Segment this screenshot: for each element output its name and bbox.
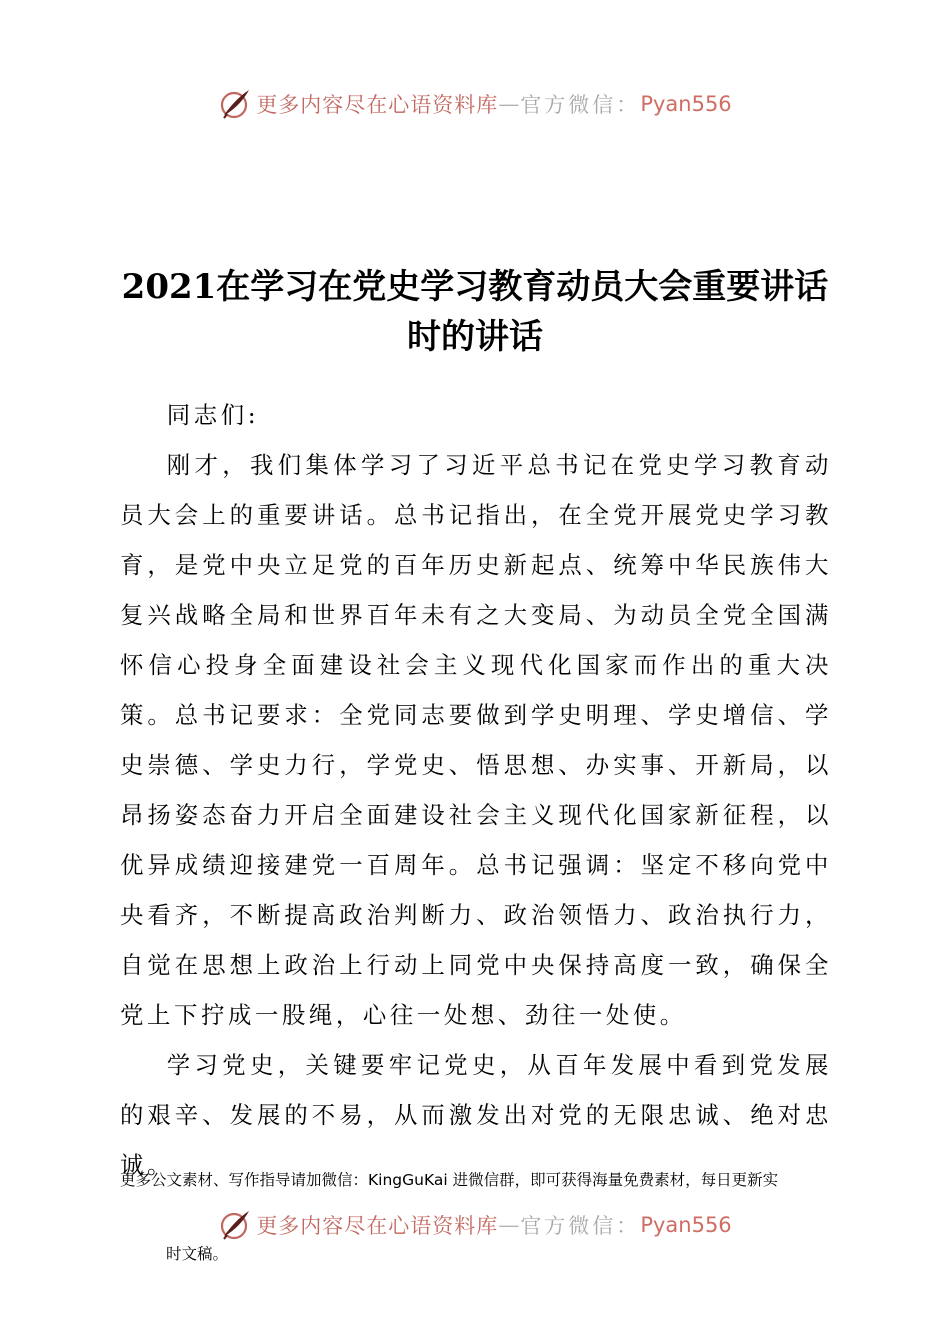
paragraph-1: 刚才，我们集体学习了习近平总书记在党史学习教育动员大会上的重要讲话。总书记指出，在全党开展党史学习教育，是党中央立足党的百年历史新起点、统筹中华民族伟大复兴战略全局和世界百年未有之大变局、为动员全党全国满怀信心投身全面建设社会主义现代化国家而作出的重大决策。总书记要求：全党同志要做到学史明理、学史增信、学史崇德、学史力行，学党史、悟思想、办实事、开新局，以昂扬姿态奋力开启全面建设社会主义现代化国家新征程，以优异成绩迎接建党一百周年。总书记强调：坚定不移向党中央看齐，不断提高政治判断力、政治领悟力、政治执行力，自觉在思想上政治上行动上同党中央保持高度一致，确保全党上下拧成一股绳，心往一处想、劲往一处使。 xyxy=(120,451,832,1029)
banner-dash: — xyxy=(498,1213,521,1237)
banner-official-label: 官方微信： xyxy=(520,1214,641,1238)
feather-pen-logo-icon xyxy=(218,1208,252,1242)
banner-dash: — xyxy=(498,92,521,116)
title-line-1: 2021在学习在党史学习教育动员大会重要讲话 xyxy=(121,267,829,307)
header-watermark-banner xyxy=(0,84,950,124)
banner-text: 更多内容尽在心语资料库 xyxy=(256,93,499,117)
document-body xyxy=(120,390,832,1190)
title-line-2: 时的讲话 xyxy=(407,317,543,357)
banner-wechat-id: Pyan556 xyxy=(640,1213,732,1237)
salutation: 同志们: xyxy=(166,401,260,429)
document-title xyxy=(110,262,840,362)
banner-text: 更多内容尽在心语资料库 xyxy=(256,1214,499,1238)
banner-wechat-id: Pyan556 xyxy=(640,92,732,116)
feather-pen-logo-icon xyxy=(218,87,252,121)
footer-promo-note: 更多公文素材、写作指导请加微信：KingGuKai 进微信群，即可获得海量免费素材，每日更新实 xyxy=(120,1171,779,1189)
footer-promo-note-end: 时文稿。 xyxy=(166,1245,229,1263)
paragraph-2: 学习党史，关键要牢记党史，从百年发展中看到党发展的艰辛、发展的不易，从而激发出对党的无限忠诚、绝对忠诚。 xyxy=(120,1051,832,1179)
footer-watermark-banner xyxy=(0,1205,950,1245)
banner-official-label: 官方微信： xyxy=(520,93,641,117)
